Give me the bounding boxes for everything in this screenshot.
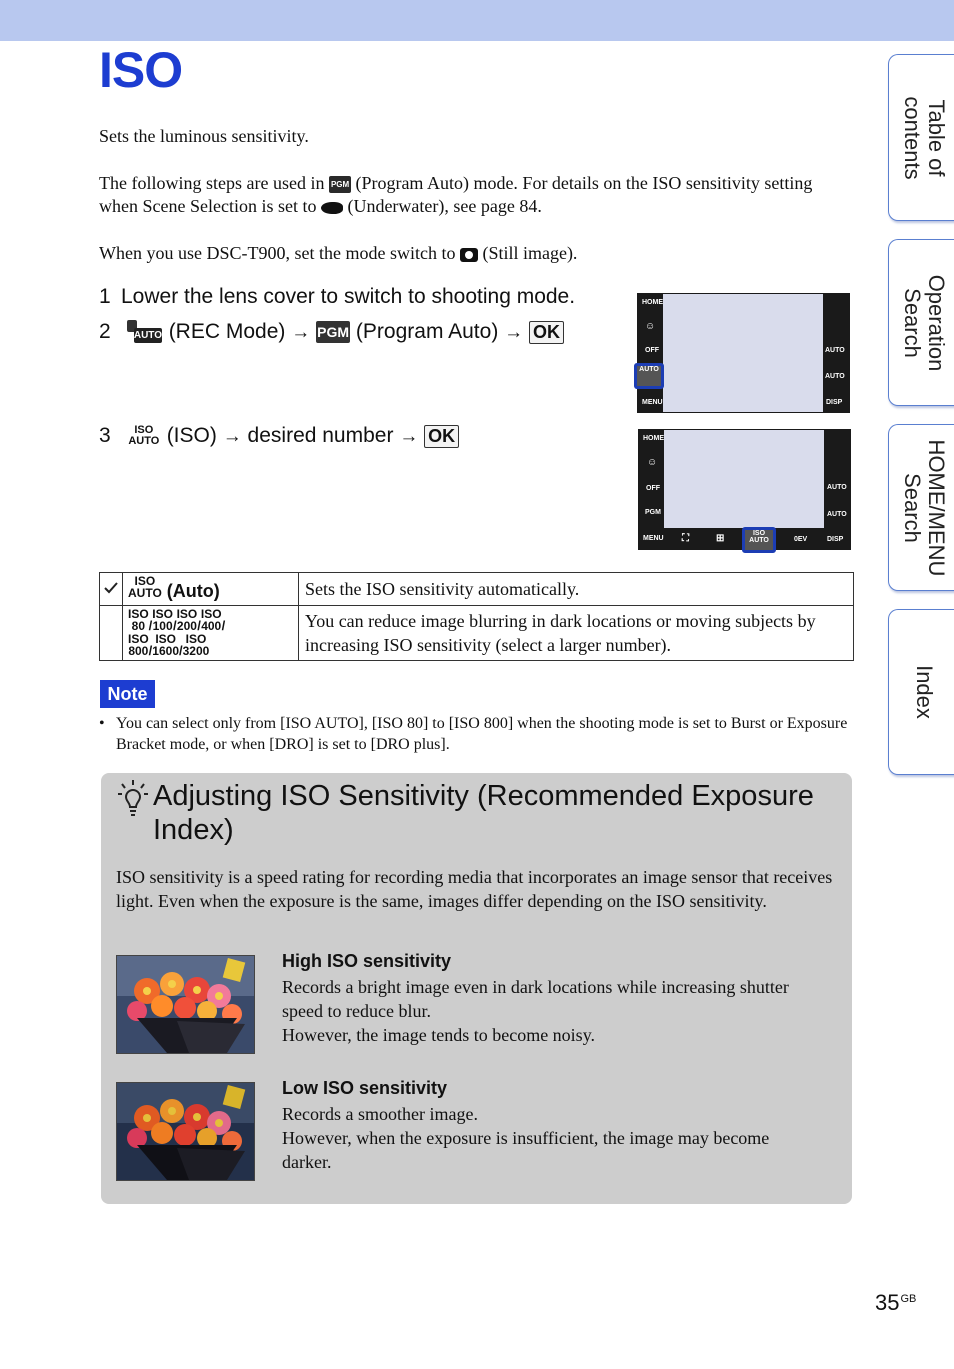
page-title: ISO	[99, 42, 183, 98]
page-number: $35^{GB}$	[875, 1290, 917, 1315]
arrow-right-icon: →	[222, 426, 242, 447]
pgm-icon: PGM	[645, 509, 661, 516]
iso-auto-icon: ISO AUTO	[128, 424, 160, 448]
flowers-photo-low-iso	[116, 1082, 255, 1181]
lcd-display	[664, 430, 824, 528]
note-text: • You can select only from [ISO AUTO], [ISO 80] to [ISO 800] when the shooting mode is set to Burst or Exposure Bracket mode, or when [DRO] is set to [DRO plus].	[99, 715, 848, 753]
step-3: 3 ISO AUTO (ISO) → desired number → OK	[99, 423, 459, 450]
iso-values-option	[123, 606, 299, 661]
mode-switch-paragraph: When you use DSC-T900, set the mode switch to (Still image).	[99, 243, 578, 263]
menu-label: MENU	[642, 399, 663, 406]
step-2: 2 AUTO (REC Mode) → PGM (Program Auto) → OK	[99, 319, 564, 346]
iso-auto-option: ISO AUTO (Auto)	[123, 573, 299, 606]
arrow-right-icon: →	[504, 322, 524, 343]
smile-off-icon: OFF	[645, 347, 659, 354]
tip-title: Adjusting ISO Sensitivity (Recommended Exposure Index)	[153, 780, 814, 846]
mode-paragraph: The following steps are used in PGM (Program Auto) mode. For details on the ISO sensitivity setting when Scene Selection is set to (Underwater), see page 84.	[99, 172, 839, 218]
iso-options-table	[99, 572, 854, 661]
macro-auto-icon: AUTO	[827, 511, 847, 518]
menu-label: MENU	[643, 535, 664, 542]
top-header-bar	[0, 0, 954, 41]
tab-operation-search[interactable]: Operation Search	[888, 239, 954, 406]
focus-icon: ⛶	[682, 533, 689, 544]
arrow-right-icon: →	[291, 322, 311, 343]
lcd-display	[663, 294, 823, 412]
metering-icon: ⊞	[716, 533, 725, 544]
camera-screen-iso	[638, 429, 851, 550]
iso-auto-description: Sets the ISO sensitivity automatically.	[299, 573, 854, 606]
underwater-fish-icon	[321, 202, 343, 214]
note-label: Note	[100, 680, 155, 708]
still-image-camera-icon	[460, 248, 478, 262]
table-row	[100, 606, 854, 661]
iso-values-description: You can reduce image blurring in dark locations or moving subjects by increasing ISO sensitivity (select a larger number).	[299, 606, 854, 661]
check-icon	[103, 581, 119, 595]
ev-icon: 0EV	[794, 536, 808, 543]
arrow-right-icon: →	[399, 426, 419, 447]
low-iso-text: Records a smoother image. However, when the exposure is insufficient, the image may become darker.	[282, 1104, 770, 1172]
flowers-photo-high-iso	[116, 955, 255, 1054]
flash-auto-icon: AUTO	[825, 347, 845, 354]
flash-auto-icon: AUTO	[827, 484, 847, 491]
macro-auto-icon: AUTO	[825, 373, 845, 380]
bullet: •	[99, 715, 105, 732]
ok-button-icon: OK	[424, 425, 459, 448]
check-cell	[100, 573, 123, 606]
high-iso-text: Records a bright image even in dark locations while increasing shutter speed to reduce blur. However, the image tends to become noisy.	[282, 977, 789, 1045]
high-iso-title: High ISO sensitivity	[282, 951, 452, 971]
face-icon: ☺	[647, 457, 658, 468]
low-iso-title: Low ISO sensitivity	[282, 1078, 448, 1098]
iso-values-line-2: ISO 800/ISO 1600/ISO 3200	[128, 632, 210, 658]
ok-button-icon: OK	[529, 321, 564, 344]
step-1: 1 Lower the lens cover to switch to shooting mode.	[99, 285, 576, 308]
smile-off-icon: OFF	[646, 485, 660, 492]
face-icon: ☺	[645, 321, 656, 332]
tab-index[interactable]: Index	[888, 609, 954, 775]
iso-auto-icon: ISO AUTO	[128, 574, 162, 600]
lightbulb-icon	[117, 779, 149, 819]
tip-intro: ISO sensitivity is a speed rating for recording media that incorporates an image sensor that receives light. Even when the exposure is the same, images differ depending on the ISO sensitivity.	[116, 867, 833, 911]
rec-mode-icon: AUTO	[127, 320, 163, 344]
intro-text: Sets the luminous sensitivity.	[99, 126, 309, 146]
home-label: HOME	[643, 435, 664, 442]
home-label: HOME	[642, 299, 663, 306]
program-auto-icon: PGM	[316, 321, 350, 343]
iso-values-line-1: ISO 80 /ISO 100/ISO 200/ISO 400/	[128, 607, 226, 633]
program-auto-icon	[329, 176, 351, 193]
disp-label: DISP	[826, 399, 843, 406]
rec-mode-selected: AUTO	[634, 363, 664, 389]
tab-home-menu-search[interactable]: HOME/MENU Search	[888, 424, 954, 591]
tip-panel	[101, 773, 852, 1204]
iso-selected: ISO AUTO	[742, 527, 776, 553]
camera-screen-rec-mode	[637, 293, 850, 413]
table-row	[100, 573, 854, 606]
tab-table-of-contents[interactable]: Table of contents	[888, 54, 954, 221]
disp-label: DISP	[827, 536, 844, 543]
